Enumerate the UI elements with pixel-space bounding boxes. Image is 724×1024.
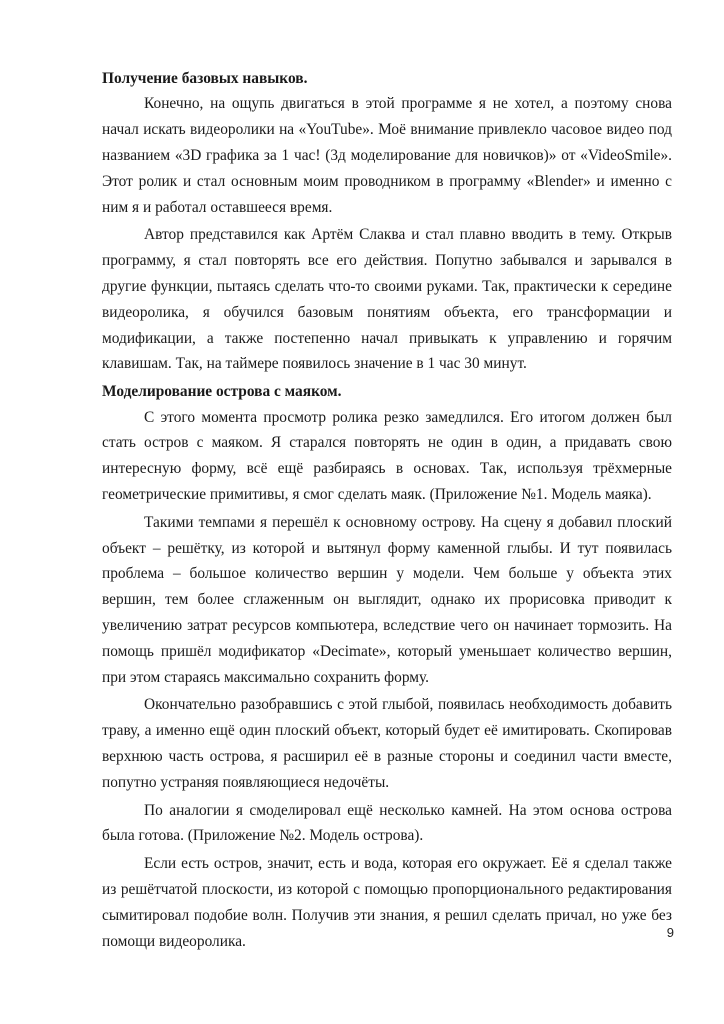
paragraph: Если есть остров, значит, есть и вода, которая его окружает. Её я сделал также из решётчатой плоскости, из которой с помощью пропорционального редактирования сымитировал подобие волн. Получив эти знания, я решил сделать причал, но уже без помощи видеоролика. (102, 855, 672, 950)
page-number: 9 (666, 925, 674, 940)
section-heading-basic-skills: Получение базовых навыков. (102, 70, 308, 87)
paragraph: Окончательно разобравшись с этой глыбой, появилась необходимость добавить траву, а именно ещё один плоский объект, который будет её имитировать. Скопировав верхнюю часть острова, я расширил её в разные стороны и соединил части вместе, попутно устраняя появляющиеся недочёты. (102, 696, 672, 791)
section-heading-island-modeling: Моделирование острова с маяком. (102, 383, 342, 401)
paragraph: Автор представился как Артём Слаква и стал плавно вводить в тему. Открыв программу, я стал повторять все его действия. Попутно забывался и зарывался в другие функции, пытаясь сделать что-то своими руками. Так, практически к середине видеоролика, я обучился базовым понятиям объекта, его трансформации и модификации, а также постепенно начал привыкать к управлению и горячим клавишам. Так, на таймере появилось значение в 1 час 30 минут. (102, 226, 672, 373)
document-body (102, 66, 672, 956)
paragraph: Такими темпами я перешёл к основному острову. На сцену я добавил плоский объект – решётку, из которой и вытянул форму каменной глыбы. И тут появилась проблема – большое количество вершин у модели. Чем больше у объекта этих вершин, тем более сглаженным он выглядит, однако их прорисовка приводит к увеличению затрат ресурсов компьютера, вследствие чего он начинает тормозить. На помощь пришёл модификатор «Decimate», который уменьшает количество вершин, при этом стараясь максимально сохранить форму. (102, 513, 672, 686)
paragraph: Конечно, на ощупь двигаться в этой программе я не хотел, а поэтому снова начал искать видеоролики на «YouTube». Моё внимание привлекло часовое видео под названием «3D графика за 1 час! (3д моделирование для новичков)» от «VideoSmile». Этот ролик и стал основным моим проводником в программу «Blender» и именно с ним я и работал оставшееся время. (102, 95, 672, 216)
paragraph: С этого момента просмотр ролика резко замедлился. Его итогом должен был стать остров с маяком. Я старался повторять не один в один, а придавать свою интересную форму, всё ещё разбираясь в основах. Так, используя трёхмерные геометрические примитивы, я смог сделать маяк. (Приложение №1. Модель маяка). (102, 408, 672, 503)
paragraph: По аналогии я смоделировал ещё несколько камней. На этом основа острова была готова. (Приложение №2. Модель острова). (102, 801, 672, 845)
